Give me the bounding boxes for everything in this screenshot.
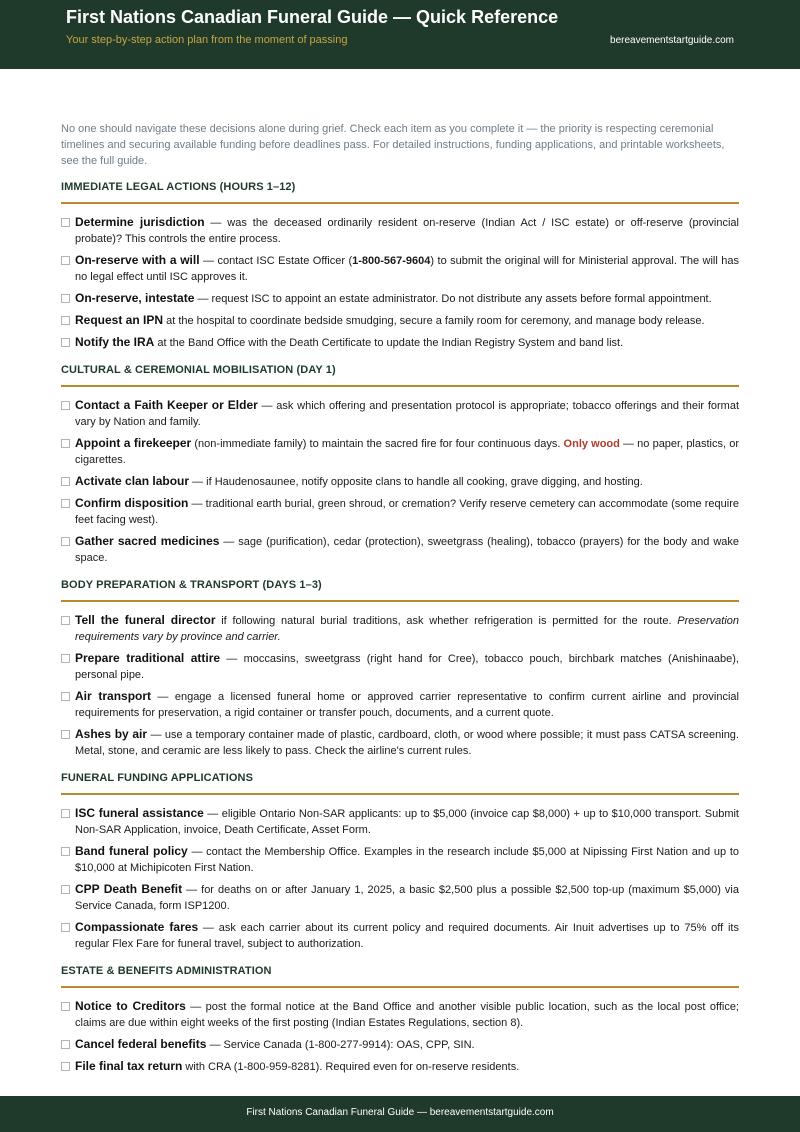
checklist-item	[61, 1058, 739, 1075]
main-content	[61, 121, 739, 1088]
header-url: bereavementstartguide.com	[610, 35, 734, 46]
intro-text: No one should navigate these decisions alone during grief. Check each item as you complete it — the priority is respecting ceremonial timelines and securing available funding before deadlines pass. For detailed instructions, funding applications, and printable worksheets, see the full guide.	[61, 123, 725, 167]
section-title: ESTATE & BENEFITS ADMINISTRATION	[61, 965, 739, 988]
item-text: — traditional earth burial, green shroud, or cremation? Verify reserve cemetery can accommodate (some require feet facing west).	[75, 498, 739, 526]
item-lead: Determine jurisdiction	[75, 215, 205, 229]
item-text: — sage (purification), cedar (protection), sweetgrass (healing), tobacco (prayers) for the body and wake space.	[75, 536, 740, 564]
page-header	[0, 0, 800, 69]
checklist-item	[61, 726, 739, 759]
checkbox[interactable]	[61, 809, 70, 818]
page-subtitle: Your step-by-step action plan from the moment of passing	[66, 34, 348, 46]
item-text: — ask which offering and presentation protocol is appropriate; tobacco offerings and their format vary by Nation and family.	[75, 400, 739, 428]
item-lead: Cancel federal benefits	[75, 1037, 207, 1051]
checkbox[interactable]	[61, 885, 70, 894]
item-lead: Request an IPN	[75, 313, 164, 327]
item-text: — Service Canada (1-800-277-9914): OAS, CPP, SIN.	[206, 1039, 475, 1051]
page-title: First Nations Canadian Funeral Guide — Quick Reference	[66, 7, 559, 27]
item-lead: Compassionate fares	[75, 920, 199, 934]
checkbox[interactable]	[61, 316, 70, 325]
checklist-item	[61, 843, 739, 876]
item-text: — use a temporary container made of plastic, cardboard, cloth, or wood where possible; it must pass CATSA screening. Metal, stone, and ceramic are less likely to pass. Check the airline's current rules.	[75, 729, 739, 757]
item-lead: Band funeral policy	[75, 844, 188, 858]
checkbox[interactable]	[61, 847, 70, 856]
checklist-item	[61, 688, 739, 721]
checklist-item	[61, 214, 739, 247]
checkbox[interactable]	[61, 218, 70, 227]
item-lead: Prepare traditional attire	[75, 651, 221, 665]
item-text: — engage a licensed funeral home or approved carrier representative to confirm current airline and provincial requirements for preservation, a rigid container or transfer pouch, documents, and a current quote.	[75, 691, 739, 719]
checkbox[interactable]	[61, 616, 70, 625]
item-lead: Confirm disposition	[75, 496, 189, 510]
item-lead: On-reserve, intestate	[75, 291, 195, 305]
item-text: at the hospital to coordinate bedside smudging, secure a family room for ceremony, and manage body release.	[163, 315, 705, 327]
checkbox[interactable]	[61, 499, 70, 508]
checklist-item	[61, 435, 739, 468]
checklist-item	[61, 290, 739, 307]
section-title: BODY PREPARATION & TRANSPORT (DAYS 1–3)	[61, 579, 739, 602]
checklist-item	[61, 650, 739, 683]
item-text: — no paper, plastics, or cigarettes.	[75, 438, 739, 466]
checklist-item	[61, 334, 739, 351]
checkbox[interactable]	[61, 923, 70, 932]
checkbox[interactable]	[61, 1002, 70, 1011]
item-text: — contact the Membership Office. Examples in the research include $5,000 at Nipissing First Nation and up to $10,000 at Michipicoten First Nation.	[75, 846, 739, 874]
checklist-item	[61, 397, 739, 430]
footer-text: First Nations Canadian Funeral Guide — bereavementstartguide.com	[246, 1107, 554, 1118]
phone-number: 1-800-567-9604	[352, 255, 431, 267]
item-lead: On-reserve with a will	[75, 253, 200, 267]
checklist-item	[61, 612, 739, 645]
checkbox[interactable]	[61, 692, 70, 701]
item-text: at the Band Office with the Death Certificate to update the Indian Registry System and band list.	[154, 337, 624, 349]
checkbox[interactable]	[61, 256, 70, 265]
checklist-item	[61, 919, 739, 952]
item-text: — was the deceased ordinarily resident on-reserve (Indian Act / ISC estate) or off-reserve (provincial probate)? This controls the entire process.	[75, 217, 739, 245]
item-text: — ask each carrier about its current policy and required documents. Air Inuit advertises up to 75% off its regular Flex Fare for funeral travel, subject to authorization.	[75, 922, 739, 950]
item-text: — eligible Ontario Non-SAR applicants: up to $5,000 (invoice cap $8,000) + up to $10,000 transport. Submit Non-SAR Application, invoice, Death Certificate, Asset Form.	[75, 808, 739, 836]
item-text: ) to submit the original will for Ministerial approval. The will has no legal effect until ISC approves it.	[75, 255, 739, 283]
section-title: CULTURAL & CEREMONIAL MOBILISATION (DAY 1)	[61, 364, 739, 387]
checkbox[interactable]	[61, 730, 70, 739]
checkbox[interactable]	[61, 537, 70, 546]
item-lead: Notice to Creditors	[75, 999, 186, 1013]
item-lead: Contact a Faith Keeper or Elder	[75, 398, 258, 412]
item-lead: Appoint a firekeeper	[75, 436, 192, 450]
item-lead: Ashes by air	[75, 727, 148, 741]
item-text: — post the formal notice at the Band Office and another visible public location, such as the local post office; claims are due within eight weeks of the first posting (Indian Estates Regulations, section 8).	[75, 1001, 739, 1029]
checkbox[interactable]	[61, 654, 70, 663]
item-text: — request ISC to appoint an estate administrator. Do not distribute any assets before formal appointment.	[194, 293, 712, 305]
warning-text: Only wood	[563, 438, 620, 450]
checkbox[interactable]	[61, 477, 70, 486]
checklist-item	[61, 1036, 739, 1053]
section-immediate-legal	[61, 181, 739, 351]
checkbox[interactable]	[61, 338, 70, 347]
section-cultural-ceremonial	[61, 364, 739, 566]
checkbox[interactable]	[61, 439, 70, 448]
checkbox[interactable]	[61, 1040, 70, 1049]
checklist-item	[61, 533, 739, 566]
checklist-item	[61, 312, 739, 329]
item-lead: Notify the IRA	[75, 335, 155, 349]
section-estate-benefits	[61, 965, 739, 1075]
section-funding	[61, 772, 739, 952]
item-lead: Tell the funeral director	[75, 613, 216, 627]
section-body-transport	[61, 579, 739, 759]
item-text: — moccasins, sweetgrass (right hand for Cree), tobacco pouch, birchbark matches (Anishinaabe), personal pipe.	[75, 653, 739, 681]
item-text: — if Haudenosaunee, notify opposite clans to handle all cooking, grave digging, and hosting.	[189, 476, 643, 488]
item-lead: CPP Death Benefit	[75, 882, 183, 896]
checklist-item	[61, 805, 739, 838]
item-text: with CRA (1-800-959-8281). Required even for on-reserve residents.	[182, 1061, 520, 1073]
section-title: FUNERAL FUNDING APPLICATIONS	[61, 772, 739, 795]
checklist-item	[61, 495, 739, 528]
item-text: — for deaths on or after January 1, 2025, a basic $2,500 plus a possible $2,500 top-up (maximum $5,000) via Service Canada, form ISP1200.	[75, 884, 739, 912]
checkbox[interactable]	[61, 401, 70, 410]
checklist-item	[61, 252, 739, 285]
checklist-item	[61, 998, 739, 1031]
checklist-item	[61, 881, 739, 914]
item-lead: Activate clan labour	[75, 474, 190, 488]
item-text: — contact ISC Estate Officer (	[199, 255, 353, 267]
section-title: IMMEDIATE LEGAL ACTIONS (HOURS 1–12)	[61, 181, 739, 204]
item-text: (non-immediate family) to maintain the sacred fire for four continuous days.	[191, 438, 564, 450]
item-lead: Air transport	[75, 689, 152, 703]
checkbox[interactable]	[61, 1062, 70, 1071]
page-footer	[0, 1096, 800, 1132]
item-text: if following natural burial traditions, ask whether refrigeration is permitted for the route.	[215, 615, 678, 627]
item-lead: File final tax return	[75, 1059, 183, 1073]
item-note: Preservation requirements vary by province and carrier.	[75, 615, 740, 643]
item-lead: Gather sacred medicines	[75, 534, 220, 548]
item-lead: ISC funeral assistance	[75, 806, 204, 820]
checkbox[interactable]	[61, 294, 70, 303]
checklist-item	[61, 473, 739, 490]
